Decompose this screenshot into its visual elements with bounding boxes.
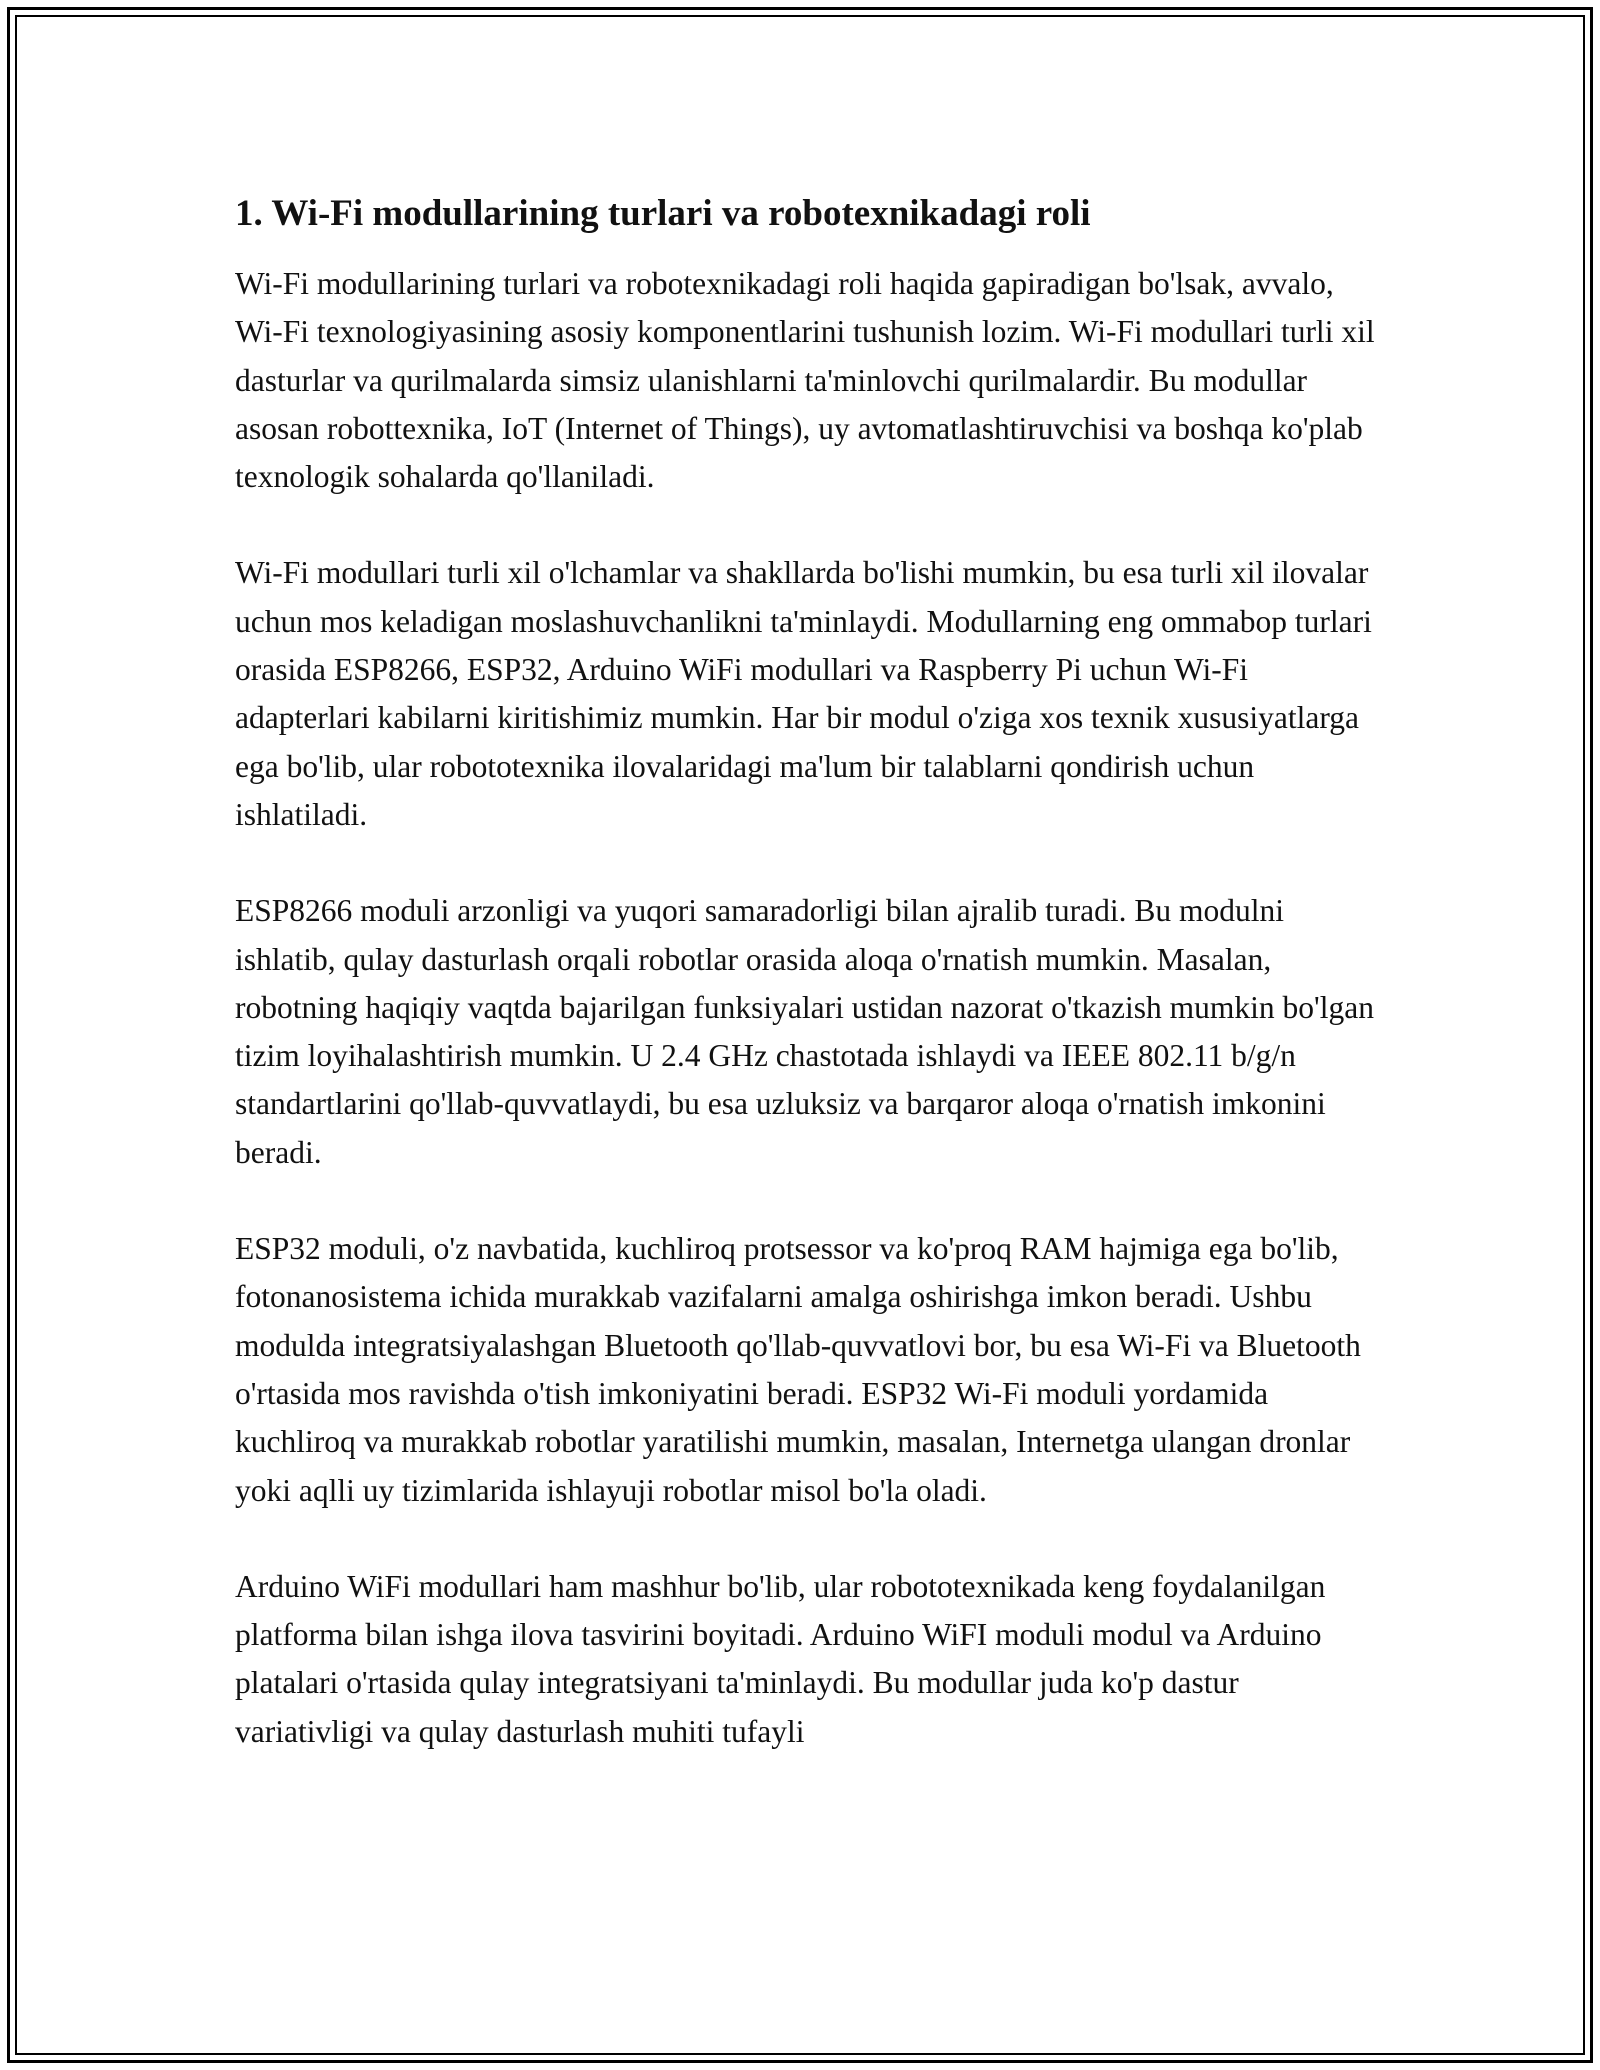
paragraph: ESP8266 moduli arzonligi va yuqori samaradorligi bilan ajralib turadi. Bu modulni ishlatib, qulay dasturlash orqali robotlar orasida aloqa o'rnatish mumkin. Masalan, robotning haqiqiy vaqtda bajarilgan funksiyalari ustidan nazorat o'tkazish mumkin bo'lgan tizim loyihalashtirish mumkin. U 2.4 GHz chastotada ishlaydi va IEEE 802.11 b/g/n standartlarini qo'llab-quvvatlaydi, bu esa uzluksiz va barqaror aloqa o'rnatish imkonini beradi. (235, 893, 1374, 1170)
paragraph: Arduino WiFi modullari ham mashhur bo'lib, ular robototexnikada keng foydalanilgan platforma bilan ishga ilova tasvirini boyitadi. Arduino WiFI moduli modul va Arduino platalari o'rtasida qulay integratsiyani ta'minlaydi. Bu modullar juda ko'p dastur variativligi va qulay dasturlash muhiti tufayli (235, 1568, 1326, 1749)
paragraph: Wi-Fi modullarining turlari va robotexnikadagi roli haqida gapiradigan bo'lsak, avvalo, Wi-Fi texnologiyasining asosiy komponentlarini tushunish lozim. Wi-Fi modullari turli xil dasturlar va qurilmalarda simsiz ulanishlarni ta'minlovchi qurilmalardir. Bu modullar asosan robottexnika, IoT (Internet of Things), uy avtomatlashtiruvchisi va boshqa ko'plab texnologik sohalarda qo'llaniladi. (235, 266, 1375, 495)
section-heading: 1. Wi-Fi modullarining turlari va robotexnikadagi roli (235, 193, 1091, 234)
paragraph: ESP32 moduli, o'z navbatida, kuchliroq protsessor va ko'proq RAM hajmiga ega bo'lib, fotonanosistema ichida murakkab vazifalarni amalga oshirishga imkon beradi. Ushbu modulda integratsiyalashgan Bluetooth qo'llab-quvvatlovi bor, bu esa Wi-Fi va Bluetooth o'rtasida mos ravishda o'tish imkoniyatini beradi. ESP32 Wi-Fi moduli yordamida kuchliroq va murakkab robotlar yaratilishi mumkin, masalan, Internetga ulangan dronlar yoki aqlli uy tizimlarida ishlayuji robotlar misol bo'la oladi. (235, 1231, 1361, 1508)
document-body (235, 188, 1375, 1756)
paragraph: Wi-Fi modullari turli xil o'lchamlar va shakllarda bo'lishi mumkin, bu esa turli xil ilovalar uchun mos keladigan moslashuvchanlikni ta'minlaydi. Modullarning eng ommabop turlari orasida ESP8266, ESP32, Arduino WiFi modullari va Raspberry Pi uchun Wi-Fi adapterlari kabilarni kiritishimiz mumkin. Har bir modul o'ziga xos texnik xususiyatlarga ega bo'lib, ular robototexnika ilovalaridagi ma'lum bir talablarni qondirish uchun ishlatiladi. (235, 555, 1372, 832)
